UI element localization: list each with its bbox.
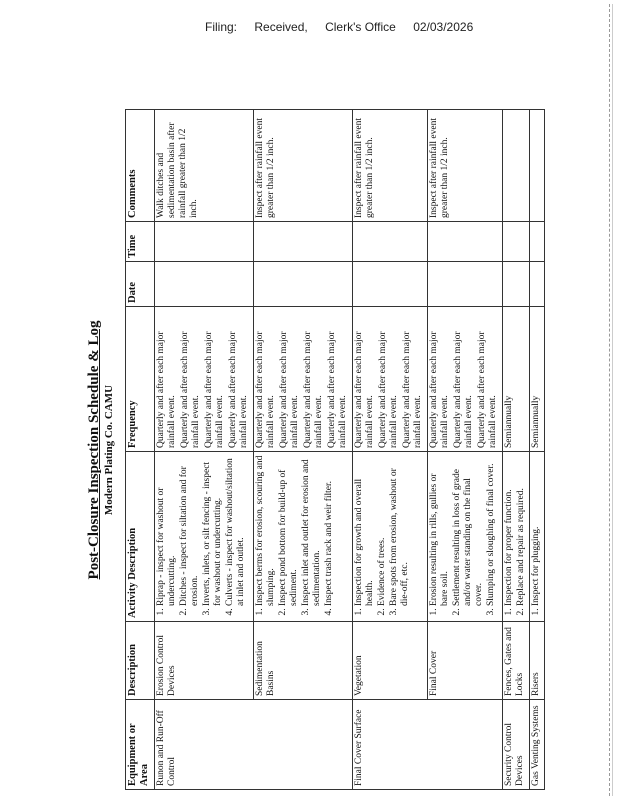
cell-time[interactable] xyxy=(254,222,353,262)
document-subtitle: Modern Plating Co. CAMU xyxy=(103,384,115,516)
activity-item: 1. Riprap - inspect for washout or undercutting. xyxy=(156,455,178,606)
table-row xyxy=(503,110,530,790)
cell-comments: Walk ditches and sedimentation basin after rainfall greater than 1/2 inch. xyxy=(155,110,254,222)
table-row xyxy=(530,110,545,790)
activity-item: 3. Slumping or sloughing of final cover. xyxy=(486,455,497,606)
activity-item: 1. Inspect for plugging. xyxy=(531,455,542,606)
cell-description: Final Cover xyxy=(428,622,503,700)
cell-comments: Inspect after rainfall event greater than 1/2 inch. xyxy=(428,110,503,222)
cell-time[interactable] xyxy=(530,222,545,262)
col-comments: Comments xyxy=(126,110,155,222)
filing-status: Received, xyxy=(254,20,308,34)
cell-date[interactable] xyxy=(353,262,428,307)
col-activity: Activity Description xyxy=(126,452,155,622)
cell-frequency xyxy=(353,307,428,452)
activity-item: 3. Inverts, inlets, or silt fencing - inspect for washout or undercutting. xyxy=(202,455,224,606)
filing-stamp xyxy=(205,20,475,34)
frequency-item: Quarterly and after each major rainfall event. xyxy=(429,331,450,448)
frequency-item: Quarterly and after each major rainfall event. xyxy=(477,331,498,448)
cell-time[interactable] xyxy=(353,222,428,262)
activity-item: 4. Culverts - inspect for washout/siltation at inlet and outlet. xyxy=(225,455,247,606)
cell-comments: Inspect after rainfall event greater than 1/2 inch. xyxy=(254,110,353,222)
activity-item: 2. Ditches - inspect for siltation and for erosion. xyxy=(179,455,201,606)
frequency-item: Quarterly and after each major rainfall event. xyxy=(402,331,423,448)
table-header-row xyxy=(126,110,155,790)
cell-equipment: Gas Venting Systems xyxy=(530,700,545,790)
activity-item: 2. Inspect pond bottom for build-up of sediment. xyxy=(278,455,300,606)
frequency-item: Quarterly and after each major rainfall event. xyxy=(378,331,399,448)
cell-activity xyxy=(254,452,353,622)
inspection-schedule-table xyxy=(125,109,545,790)
document-title: Post-Closure Inspection Schedule & Log xyxy=(86,320,102,580)
cell-equipment: Security Control Devices xyxy=(503,700,530,790)
col-time: Time xyxy=(126,222,155,262)
cell-activity xyxy=(530,452,545,622)
cell-activity xyxy=(428,452,503,622)
cell-date[interactable] xyxy=(428,262,503,307)
activity-item: 1. Inspect berms for erosion, scouring and slumping. xyxy=(255,455,277,606)
filing-office: Clerk's Office xyxy=(325,20,396,34)
cell-comments xyxy=(530,110,545,222)
activity-item: 3. Inspect inlet and outlet for erosion and sedimentation. xyxy=(301,455,323,606)
cell-equipment xyxy=(428,700,503,790)
activity-item: 1. Inspection for growth and overall health. xyxy=(354,455,376,606)
page-edge-dashed xyxy=(609,4,610,796)
cell-comments xyxy=(503,110,530,222)
frequency-item: Quarterly and after each major rainfall event. xyxy=(204,331,225,448)
frequency-item: Quarterly and after each major rainfall event. xyxy=(327,331,348,448)
activity-item: 2. Settlement resulting in loss of grade and/or water standing on the final cover. xyxy=(452,455,485,606)
cell-frequency xyxy=(428,307,503,452)
cell-description: Sedimentation Basins xyxy=(254,622,353,700)
col-date: Date xyxy=(126,262,155,307)
cell-description: Erosion Control Devices xyxy=(155,622,254,700)
cell-equipment: Final Cover Surface xyxy=(353,700,428,790)
cell-activity xyxy=(503,452,530,622)
table-row xyxy=(254,110,353,790)
cell-description: Fences, Gates and Locks xyxy=(503,622,530,700)
frequency-item: Quarterly and after each major rainfall event. xyxy=(303,331,324,448)
cell-date[interactable] xyxy=(530,262,545,307)
frequency-item: Quarterly and after each major rainfall event. xyxy=(156,331,177,448)
col-equipment: Equipment or Area xyxy=(126,700,155,790)
frequency-item: Quarterly and after each major rainfall event. xyxy=(279,331,300,448)
activity-item: 4. Inspect trash rack and weir filter. xyxy=(324,455,335,606)
frequency-item: Quarterly and after each major rainfall event. xyxy=(228,331,249,448)
cell-time[interactable] xyxy=(428,222,503,262)
col-description: Description xyxy=(126,622,155,700)
cell-description: Risers xyxy=(530,622,545,700)
cell-frequency: Semiannually xyxy=(530,307,545,452)
page-edge-line xyxy=(612,4,613,796)
cell-date[interactable] xyxy=(503,262,530,307)
cell-equipment: Runon and Run-Off Control xyxy=(155,700,254,790)
frequency-item: Quarterly and after each major rainfall event. xyxy=(255,331,276,448)
filing-date: 02/03/2026 xyxy=(413,20,474,34)
frequency-item: Quarterly and after each major rainfall event. xyxy=(453,331,474,448)
rotated-document xyxy=(85,110,541,790)
cell-time[interactable] xyxy=(503,222,530,262)
filing-label: Filing: xyxy=(205,20,238,34)
table-row xyxy=(428,110,503,790)
cell-activity xyxy=(155,452,254,622)
activity-item: 1. Erosion resulting in rills, gullies or bare soil. xyxy=(429,455,451,606)
cell-time[interactable] xyxy=(155,222,254,262)
cell-description: Vegetation xyxy=(353,622,428,700)
activity-item: 3. Bare spots from erosion, washout or die-off, etc. xyxy=(389,455,411,606)
cell-date[interactable] xyxy=(254,262,353,307)
cell-frequency: Semiannually xyxy=(503,307,530,452)
cell-frequency xyxy=(254,307,353,452)
table-row xyxy=(353,110,428,790)
col-frequency: Frequency xyxy=(126,307,155,452)
cell-frequency xyxy=(155,307,254,452)
frequency-item: Quarterly and after each major rainfall event. xyxy=(354,331,375,448)
cell-date[interactable] xyxy=(155,262,254,307)
activity-item: 2. Replace and repair as required. xyxy=(516,455,527,606)
cell-comments: Inspect after rainfall event greater than 1/2 inch. xyxy=(353,110,428,222)
cell-equipment xyxy=(254,700,353,790)
frequency-item: Quarterly and after each major rainfall event. xyxy=(180,331,201,448)
table-row xyxy=(155,110,254,790)
activity-item: 1. Inspection for proper function. xyxy=(504,455,515,606)
activity-item: 2. Evidence of trees. xyxy=(377,455,388,606)
document-header xyxy=(85,110,123,790)
cell-activity xyxy=(353,452,428,622)
